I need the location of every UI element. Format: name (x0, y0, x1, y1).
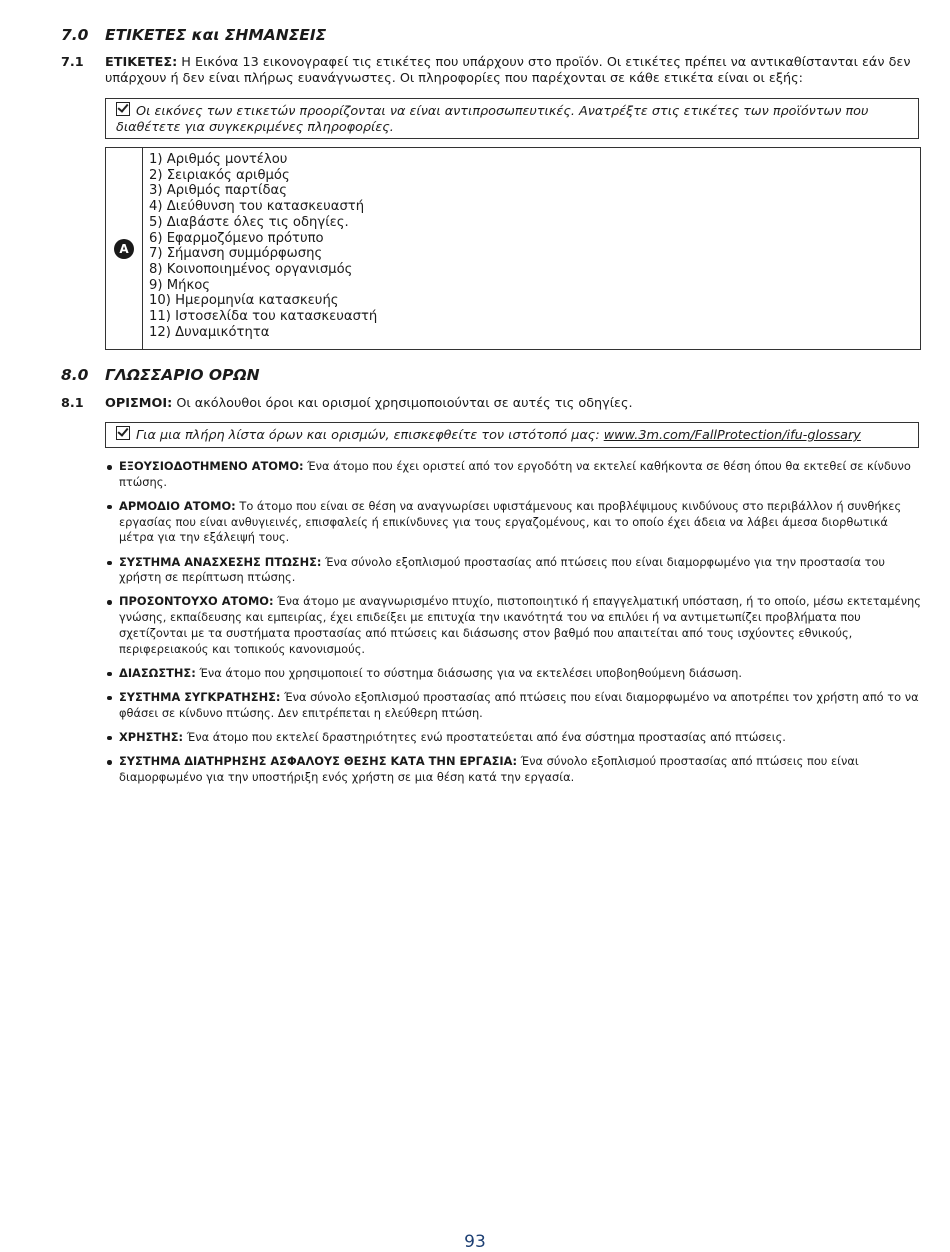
label-item: 9) Μήκος (149, 277, 211, 293)
definition-text: Ένα σύνολο εξοπλισμού προστασίας από πτώσεις που είναι διαμορφωμένο να αποτρέπει τον χρήστη από το να φθάσει σε κίνδυνο πτώσης. Δεν επιτρέπεται η ελεύθερη πτώση. (119, 689, 919, 720)
definitions-list (106, 459, 922, 794)
definition-text: Ένα σύνολο εξοπλισμού προστασίας από πτώσεις που είναι διαμορφωμένο για την υποστήριξη ενός χρήστη σε μια θέση κατά την εργασία. (119, 754, 859, 784)
definition-text: Ένα σύνολο εξοπλισμού προστασίας από πτώσεις που είναι διαμορφωμένο για την προστασία του χρήστη σε περίπτωση πτώσης. (119, 554, 886, 585)
section-8-1-term: ΟΡΙΣΜΟΙ: (105, 396, 173, 411)
label-item: 6) Εφαρμοζόμενο πρότυπο (149, 230, 324, 246)
label-item: 1) Αριθμός μοντέλου (149, 152, 288, 167)
definition-term: ΔΙΑΣΩΣΤΗΣ: (119, 665, 196, 680)
definition-item (106, 594, 922, 657)
definition-item (106, 666, 922, 682)
label-item: 4) Διεύθυνση του κατασκευαστή (149, 199, 365, 215)
section-7-title: ΕΤΙΚΕΤΕΣ και ΣΗΜΑΝΣΕΙΣ (105, 26, 327, 44)
label-legend-marker-cell (106, 148, 143, 349)
definition-text: Ένα άτομο που εκτελεί δραστηριότητες ενώ προστατεύεται από ένα σύστημα προστασίας από πτώσεις. (183, 729, 786, 744)
label-a-marker: A (114, 239, 134, 259)
section-8-1-text: Οι ακόλουθοι όροι και ορισμοί χρησιμοποιούνται σε αυτές τις οδηγίες. (172, 396, 633, 411)
definition-term: ΧΡΗΣΤΗΣ: (119, 729, 184, 744)
section-8-number: 8.0 (61, 366, 89, 384)
section-7-1-term: ΕΤΙΚΕΤΕΣ: (105, 55, 178, 70)
definition-term: ΣΥΣΤΗΜΑ ΣΥΓΚΡΑΤΗΣΗΣ: (119, 689, 281, 704)
glossary-link[interactable]: www.3m.com/FallProtection/ifu-glossary (603, 428, 861, 443)
section-7-1-text: Η Εικόνα 13 εικονογραφεί τις ετικέτες που υπάρχουν στο προϊόν. Οι ετικέτες πρέπει να αντικαθίστανται εάν δεν υπάρχουν ή δεν είναι πλήρως ευανάγνωστες. Οι πληροφορίες που παρέχονται σε κάθε ετικέτα είναι οι εξής: (105, 55, 911, 86)
definition-term: ΑΡΜΟΔΙΟ ΑΤΟΜΟ: (119, 498, 236, 513)
definition-item (106, 459, 922, 490)
definition-term: ΣΥΣΤΗΜΑ ΑΝΑΣΧΕΣΗΣ ΠΤΩΣΗΣ: (119, 554, 322, 569)
labels-note-box (105, 98, 919, 139)
section-8-1-paragraph (61, 396, 921, 412)
label-item: 11) Ιστοσελίδα του κατασκευαστή (149, 309, 378, 325)
definition-term: ΣΥΣΤΗΜΑ ΔΙΑΤΗΡΗΣΗΣ ΑΣΦΑΛΟΥΣ ΘΕΣΗΣ ΚΑΤΑ ΤΗΝ ΕΡΓΑΣΙΑ: (119, 754, 518, 769)
section-7-heading (61, 26, 326, 44)
label-item: 5) Διαβάστε όλες τις οδηγίες. (149, 214, 349, 230)
label-item: 10) Ημερομηνία κατασκευής (149, 293, 339, 309)
definition-term: ΕΞΟΥΣΙΟΔΟΤΗΜΕΝΟ ΑΤΟΜΟ: (119, 459, 304, 473)
section-7-number: 7.0 (61, 26, 89, 44)
section-8-title: ΓΛΩΣΣΑΡΙΟ ΟΡΩΝ (105, 366, 260, 384)
definition-item (106, 499, 922, 546)
label-item: 8) Κοινοποιημένος οργανισμός (149, 261, 353, 277)
definition-item (106, 754, 922, 785)
glossary-note-text: Για μια πλήρη λίστα όρων και ορισμών, επισκεφθείτε τον ιστότοπό μας: (136, 428, 604, 443)
label-item: 2) Σειριακός αριθμός (149, 167, 290, 183)
section-7-1-paragraph (61, 55, 921, 87)
labels-note-text: Οι εικόνες των ετικετών προορίζονται να είναι αντιπροσωπευτικές. Ανατρέξτε στις ετικέτες των προϊόντων που διαθέτετε για συγκεκριμένες πληροφορίες. (116, 104, 869, 135)
definition-text: Ένα άτομο που χρησιμοποιεί το σύστημα διάσωσης για να εκτελέσει υποβοηθούμενη διάσωση. (195, 665, 742, 680)
section-8-1-number: 8.1 (61, 396, 84, 411)
definition-text: Το άτομο που είναι σε θέση να αναγνωρίσει υφιστάμενους και προβλέψιμους κινδύνους στο περιβάλλον ή συνθήκες εργασίας που είναι ανθυγιεινές, επισφαλείς ή επικίνδυνες για τους εργαζομένους, και το οποίο έχει άδεια να λάβει άμεσα διορθωτικά μέτρα για την εξάλειψή τους. (119, 498, 902, 545)
label-item: 12) Δυναμικότητα (149, 324, 270, 340)
definition-term: ΠΡΟΣΟΝΤΟΥΧΟ ΑΤΟΜΟ: (119, 594, 274, 609)
glossary-note-box (105, 422, 919, 448)
page-number: 93 (464, 1232, 486, 1252)
label-legend-table (105, 147, 921, 350)
definition-item (106, 555, 922, 586)
definition-text: Ένα άτομο που έχει οριστεί από τον εργοδότη να εκτελεί καθήκοντα σε θέση όπου θα εκτεθεί σε κίνδυνο πτώσης. (119, 459, 911, 489)
definition-item (106, 690, 922, 721)
section-8-heading (61, 366, 260, 384)
label-item: 7) Σήμανση συμμόρφωσης (149, 246, 323, 262)
checkbox-note-icon (116, 102, 130, 116)
label-item: 3) Αριθμός παρτίδας (149, 183, 287, 199)
checkbox-note-icon (116, 426, 130, 440)
definition-text: Ένα άτομο με αναγνωρισμένο πτυχίο, πιστοποιητικό ή επαγγελματική υπόσταση, ή το οποίο, μέσω εκτεταμένης γνώσης, εκπαίδευσης και εμπειρίας, έχει επιδείξει με επιτυχία την ικανότητά του να επιλύει ή να αντιμετωπίζει προβλήματα που σχετίζονται με τα συστήματα προστασίας από πτώσεις και διάσωσης στον βαθμό που απαιτείται από τους ισχύοντες εθνικούς, περιφερειακούς και τοπικούς κανονισμούς. (119, 594, 921, 656)
label-items-list (149, 152, 377, 340)
section-7-1-number: 7.1 (61, 55, 84, 70)
definition-item (106, 730, 922, 746)
